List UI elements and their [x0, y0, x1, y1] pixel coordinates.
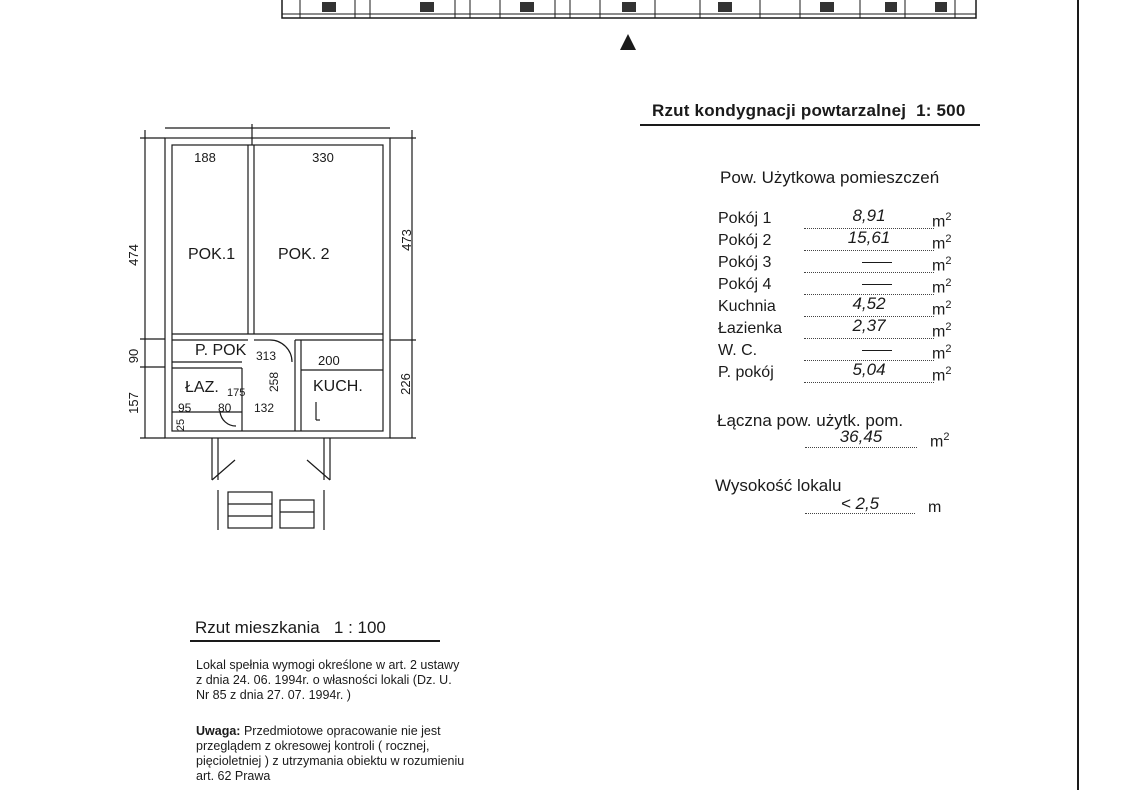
- svg-text:330: 330: [312, 150, 334, 165]
- svg-text:ŁAZ.: ŁAZ.: [185, 379, 219, 396]
- svg-text:132: 132: [254, 401, 275, 415]
- apartment-floor-plan: [120, 120, 430, 540]
- building-elevation-strip: [0, 0, 1148, 60]
- svg-text:473: 473: [399, 229, 414, 251]
- svg-text:258: 258: [267, 371, 281, 393]
- page-edge-line: [1077, 0, 1079, 790]
- total-area-value: 36,45: [839, 427, 883, 446]
- position-marker-icon: [620, 34, 636, 50]
- svg-text:157: 157: [126, 392, 141, 414]
- svg-text:KUCH.: KUCH.: [313, 378, 363, 395]
- area-row-pokoj-2: Pokój 2 15,61 $m^2$: [718, 228, 952, 253]
- apartment-plan-heading: Rzut mieszkania 1 : 100: [195, 618, 386, 637]
- svg-text:226: 226: [398, 373, 413, 395]
- area-row-lazienka: Łazienka 2,37 $m^2$: [718, 316, 952, 341]
- heading-underline: [640, 124, 980, 126]
- svg-text:188: 188: [194, 150, 216, 165]
- svg-text:175: 175: [227, 387, 246, 399]
- svg-text:313: 313: [256, 349, 277, 363]
- area-row-wc: W. C. $m^2$: [718, 342, 952, 363]
- uwaga-note: Uwaga: Przedmiotowe opracowanie nie jest przeglądem z okresowej kontroli ( rocznej, pięcioletniej ) z utrzymania obiektu w rozumieniu art. 62 Prawa: [196, 724, 465, 783]
- total-area-label: Łączna pow. użytk. pom.: [717, 411, 904, 430]
- usable-area-header: Pow. Użytkowa pomieszczeń: [720, 168, 940, 187]
- area-row-pokoj-4: Pokój 4 $m^2$: [718, 276, 952, 297]
- area-row-przedpokoj: P. pokój 5,04 $m^2$: [718, 360, 952, 385]
- area-row-kuchnia: Kuchnia 4,52 $m^2$: [718, 294, 952, 319]
- svg-text:POK.1: POK.1: [188, 246, 236, 263]
- height-unit: m: [928, 499, 942, 516]
- area-row-pokoj-1: Pokój 1 8,91 $m^2$: [718, 206, 952, 231]
- compliance-note: Lokal spełnia wymogi określone w art. 2 ustawy z dnia 24. 06. 1994r. o własności lokali (Dz. U. Nr 85 z dnia 27. 07. 1994r. ): [196, 658, 460, 702]
- svg-text:90: 90: [126, 348, 141, 364]
- svg-text:P. POK: P. POK: [195, 342, 247, 359]
- svg-text:200: 200: [318, 353, 340, 368]
- repeated-floor-plan-heading: Rzut kondygnacji powtarzalnej 1: 500: [652, 101, 966, 120]
- area-row-pokoj-3: Pokój 3 $m^2$: [718, 254, 952, 275]
- svg-text:95: 95: [178, 401, 192, 415]
- apartment-heading-underline: [190, 640, 440, 642]
- height-value: < 2,5: [840, 494, 880, 513]
- height-label: Wysokość lokalu: [715, 476, 842, 495]
- total-area-unit: $m^2$: [930, 431, 950, 451]
- svg-text:80: 80: [218, 401, 232, 415]
- svg-text:25: 25: [175, 418, 187, 432]
- svg-text:POK. 2: POK. 2: [278, 246, 330, 263]
- svg-text:474: 474: [126, 244, 141, 266]
